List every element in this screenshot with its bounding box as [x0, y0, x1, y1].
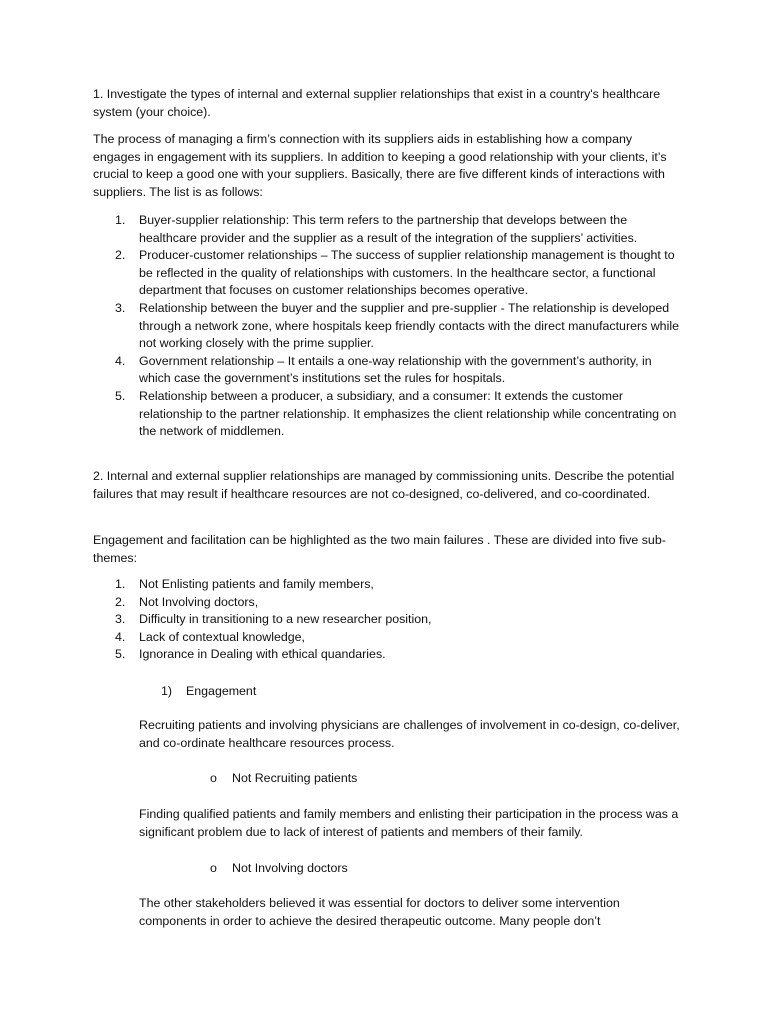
- list-item: 5. Ignorance in Dealing with ethical quandaries.: [115, 647, 386, 662]
- section-marker: 1): [161, 684, 173, 698]
- bullet-marker: o: [210, 771, 217, 785]
- bullet-body: Finding qualified patients and family members and enlisting their participation in the process was a significant problem due to lack of interest of patients and members of their family.: [139, 807, 679, 839]
- question-1-list: [93, 212, 683, 441]
- bullet-body: The other stakeholders believed it was essential for doctors to deliver some intervention components in order to achieve the desired therapeutic outcome. Many people don’t: [139, 896, 620, 928]
- list-item: 4. Government relationship – It entails a one-way relationship with the government’s authority, in which case the government’s institutions set the rules for hospitals.: [115, 353, 652, 386]
- bullet-marker: o: [210, 861, 217, 875]
- section-heading-engagement: [161, 683, 257, 701]
- section-heading: Engagement: [186, 684, 257, 698]
- list-item: 1. Not Enlisting patients and family members,: [115, 577, 374, 591]
- question-1-intro: The process of managing a firm’s connection with its suppliers aids in establishing how a company engages in engagement with its suppliers. In addition to keeping a good relationship with your clients, it’s crucial to keep a good one with your suppliers. Basically, there are five different kinds of interactions with suppliers. The list is as follows:: [93, 132, 667, 199]
- question-2-list: [93, 576, 683, 664]
- question-1: 1. Investigate the types of internal and external supplier relationships that exist in a country's healthcare system (your choice).: [93, 87, 661, 119]
- section-body: Recruiting patients and involving physicians are challenges of involvement in co-design, co-deliver, and co-ordinate healthcare resources process.: [139, 718, 680, 750]
- list-item: 2. Producer-customer relationships – The success of supplier relationship management is thought to be reflected in the quality of relationships with customers. In the healthcare sector, a functional department that focuses on customer relationships becomes operative.: [115, 248, 675, 298]
- bullet-heading: Not Involving doctors: [232, 861, 348, 875]
- question-2: 2. Internal and external supplier relationships are managed by commissioning units. Describe the potential failures that may result if healthcare resources are not co-designed, co-delivered, and co-coordinated.: [93, 469, 675, 501]
- list-item: 3. Difficulty in transitioning to a new researcher position,: [115, 612, 432, 627]
- bullet-heading: Not Recruiting patients: [232, 771, 358, 785]
- bullet-heading-doctors: [210, 860, 348, 878]
- list-item: 5. Relationship between a producer, a subsidiary, and a consumer: It extends the customer relationship to the partner relationship. It emphasizes the client relationship while concentrating on the network of middlemen.: [115, 388, 677, 439]
- question-2-intro: Engagement and facilitation can be highlighted as the two main failures . These are divided into five sub-themes:: [93, 533, 666, 565]
- list-item: 4. Lack of contextual knowledge,: [115, 629, 306, 644]
- list-item: 2. Not Involving doctors,: [115, 594, 259, 609]
- list-item: 3. Relationship between the buyer and the supplier and pre-supplier - The relationship is developed through a network zone, where hospitals keep friendly contacts with the direct manufacturers while not working closely with the prime supplier.: [115, 300, 679, 351]
- bullet-heading-recruiting: [210, 770, 358, 788]
- list-item: 1. Buyer-supplier relationship: This term refers to the partnership that develops between the healthcare provider and the supplier as a result of the integration of the suppliers’ activities.: [115, 213, 638, 245]
